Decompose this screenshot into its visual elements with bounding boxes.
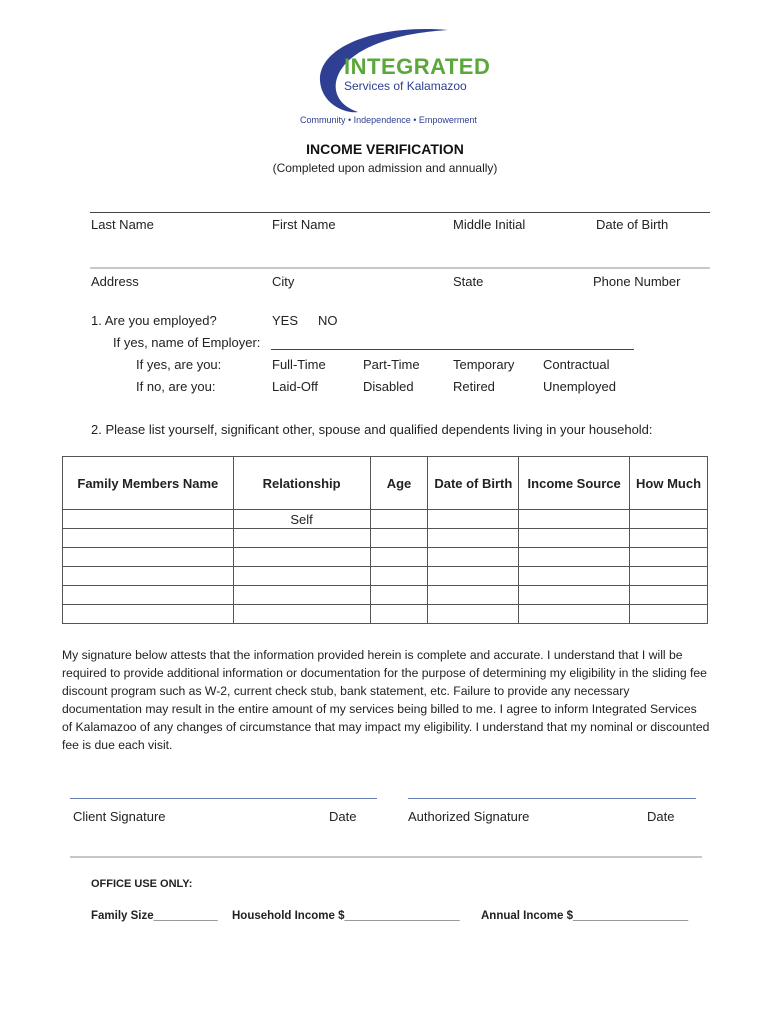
column-header: Income Source <box>519 457 630 510</box>
phone-number-label: Phone Number <box>593 274 681 289</box>
table-cell[interactable] <box>519 605 630 624</box>
table-cell[interactable] <box>370 548 428 567</box>
logo-subtitle: Services of Kalamazoo <box>344 79 467 93</box>
column-header: Relationship <box>233 457 370 510</box>
table-cell[interactable] <box>370 605 428 624</box>
last-name-label: Last Name <box>91 217 154 232</box>
city-label: City <box>272 274 295 289</box>
table-cell[interactable] <box>370 567 428 586</box>
table-cell[interactable] <box>519 567 630 586</box>
table-cell[interactable] <box>630 548 708 567</box>
temporary-option[interactable]: Temporary <box>453 357 515 372</box>
column-header: How Much <box>630 457 708 510</box>
authorized-signature-line[interactable] <box>408 798 696 799</box>
office-use-heading: OFFICE USE ONLY: <box>91 878 193 890</box>
employed-yes-option[interactable]: YES <box>272 313 299 328</box>
table-cell[interactable] <box>233 529 370 548</box>
authorized-signature-label: Authorized Signature <box>408 809 530 824</box>
table-cell[interactable] <box>519 529 630 548</box>
if-yes-label: If yes, are you: <box>136 357 222 372</box>
column-header: Family Members Name <box>63 457 234 510</box>
authorized-date-label: Date <box>647 809 675 824</box>
employed-question: 1. Are you employed? <box>91 313 217 328</box>
table-cell[interactable] <box>63 510 234 529</box>
client-signature-line[interactable] <box>70 798 377 799</box>
form-subtitle: (Completed upon admission and annually) <box>272 161 498 175</box>
name-line[interactable] <box>90 212 710 213</box>
unemployed-option[interactable]: Unemployed <box>543 379 616 394</box>
middle-initial-label: Middle Initial <box>453 217 526 232</box>
table-cell[interactable] <box>63 586 234 605</box>
attestation-paragraph: My signature below attests that the information provided herein is complete and accurate. I understand that I will be required to provide additional information or documentation for the purpose of determining my eligibility in the sliding fee discount program such as W-2, current check stub, bank statement, etc. Failure to provide any necessary documentation may result in the entire amount of my services being billed to me. I agree to inform Integrated Services of Kalamazoo of any changes of circumstance that may impact my eligibility. I understand that my nominal or discounted fee is due each visit. <box>62 648 710 752</box>
table-cell[interactable] <box>233 605 370 624</box>
if-no-label: If no, are you: <box>136 379 216 394</box>
logo-tagline: Community • Independence • Empowerment <box>300 115 477 125</box>
column-header: Age <box>370 457 428 510</box>
table-cell[interactable] <box>428 548 519 567</box>
table-cell[interactable] <box>233 548 370 567</box>
table-row <box>63 510 708 529</box>
employer-name-label: If yes, name of Employer: <box>113 335 261 350</box>
table-row <box>63 567 708 586</box>
table-cell-self: Self <box>233 510 370 529</box>
table-cell[interactable] <box>630 510 708 529</box>
table-cell[interactable] <box>428 605 519 624</box>
table-row <box>63 605 708 624</box>
table-cell[interactable] <box>428 586 519 605</box>
table-cell[interactable] <box>519 586 630 605</box>
client-date-label: Date <box>329 809 357 824</box>
annual-income-field[interactable]: Annual Income $__________________ <box>481 910 689 922</box>
table-cell[interactable] <box>428 567 519 586</box>
household-income-field[interactable]: Household Income $__________________ <box>232 910 460 922</box>
household-question: 2. Please list yourself, significant other, spouse and qualified dependents living in your household: <box>91 422 653 437</box>
table-cell[interactable] <box>63 567 234 586</box>
employer-name-line[interactable] <box>271 349 634 350</box>
date-of-birth-label: Date of Birth <box>596 217 669 232</box>
disabled-option[interactable]: Disabled <box>363 379 414 394</box>
first-name-label: First Name <box>272 217 336 232</box>
address-label: Address <box>91 274 139 289</box>
table-cell[interactable] <box>519 548 630 567</box>
table-cell[interactable] <box>519 510 630 529</box>
client-signature-label: Client Signature <box>73 809 166 824</box>
address-line[interactable] <box>90 267 710 269</box>
retired-option[interactable]: Retired <box>453 379 495 394</box>
contractual-option[interactable]: Contractual <box>543 357 610 372</box>
table-cell[interactable] <box>630 567 708 586</box>
table-cell[interactable] <box>63 605 234 624</box>
organization-logo <box>298 26 503 130</box>
table-cell[interactable] <box>630 586 708 605</box>
state-label: State <box>453 274 484 289</box>
table-cell[interactable] <box>233 567 370 586</box>
table-row <box>63 586 708 605</box>
table-cell[interactable] <box>428 510 519 529</box>
table-cell[interactable] <box>370 529 428 548</box>
table-cell[interactable] <box>630 605 708 624</box>
table-cell[interactable] <box>630 529 708 548</box>
table-cell[interactable] <box>428 529 519 548</box>
logo-wordmark: INTEGRATED <box>344 54 491 79</box>
part-time-option[interactable]: Part-Time <box>363 357 420 372</box>
employed-no-option[interactable]: NO <box>318 313 338 328</box>
household-members-table <box>62 456 708 624</box>
family-size-field[interactable]: Family Size__________ <box>91 910 218 922</box>
table-cell[interactable] <box>233 586 370 605</box>
office-divider <box>70 856 702 858</box>
table-cell[interactable] <box>370 586 428 605</box>
column-header: Date of Birth <box>428 457 519 510</box>
table-row <box>63 548 708 567</box>
laid-off-option[interactable]: Laid-Off <box>272 379 319 394</box>
table-header-row <box>63 457 708 510</box>
table-cell[interactable] <box>63 529 234 548</box>
full-time-option[interactable]: Full-Time <box>272 357 326 372</box>
table-row <box>63 529 708 548</box>
table-cell[interactable] <box>370 510 428 529</box>
table-cell[interactable] <box>63 548 234 567</box>
form-title: INCOME VERIFICATION <box>306 141 464 157</box>
